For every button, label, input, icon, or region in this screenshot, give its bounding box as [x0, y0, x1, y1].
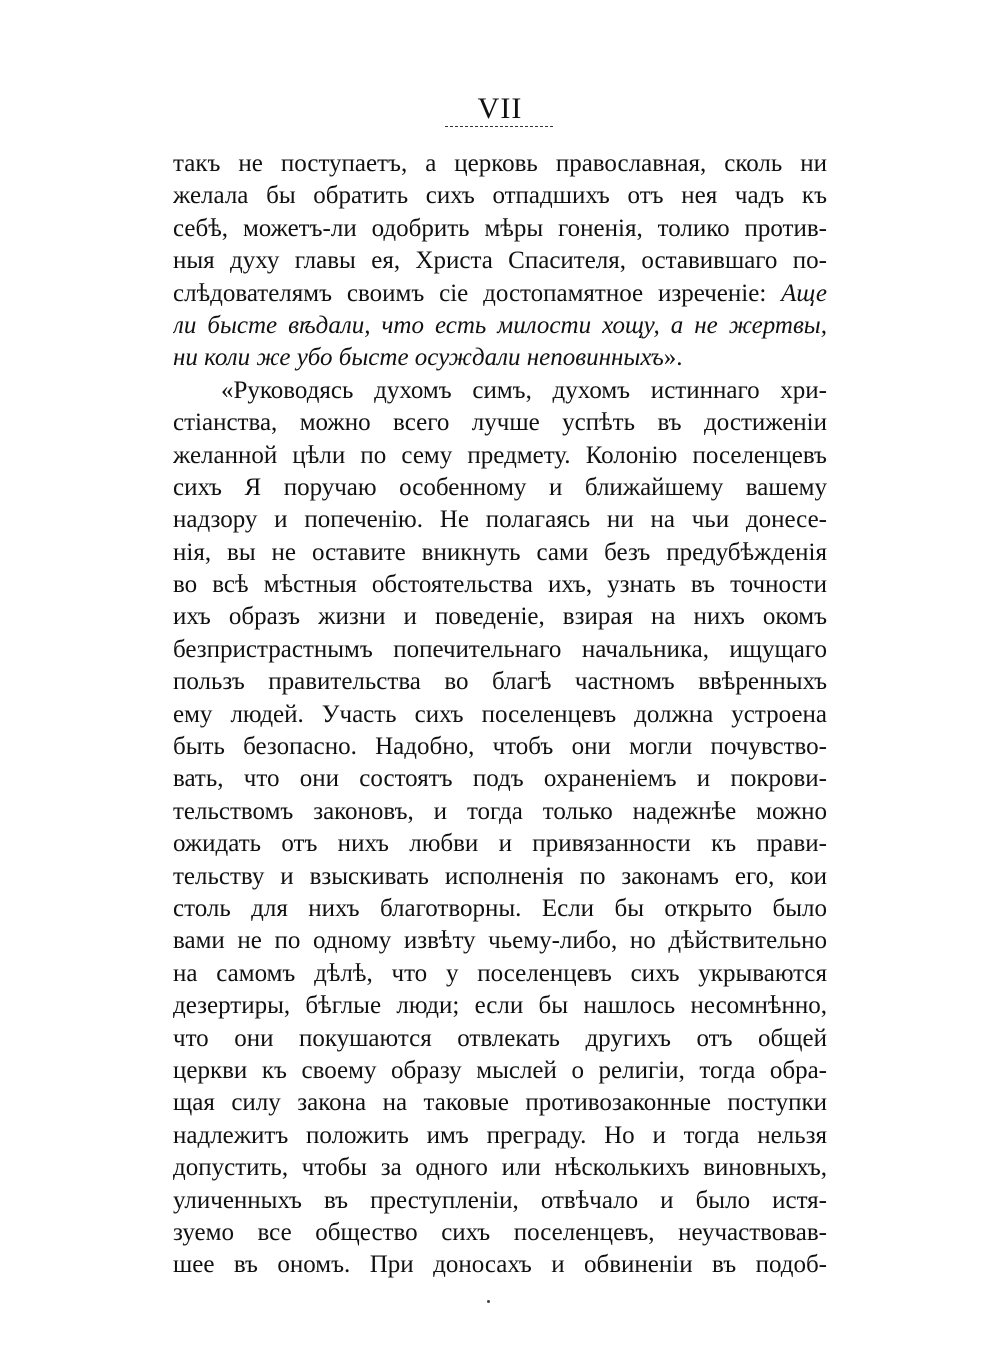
text-segment: вать, что они состоятъ подъ охраненіемъ и покрови-	[173, 765, 827, 793]
text-segment: себѣ, можетъ-ли одобрить мѣры гоненія, толико против-	[173, 214, 827, 242]
text-line	[173, 310, 827, 342]
text-line	[173, 925, 827, 957]
text-segment: желанной цѣли по сему предмету. Колонію поселенцевъ	[173, 441, 827, 469]
text-line	[173, 763, 827, 795]
text-segment: ему людей. Участь сихъ поселенцевъ должна устроена	[173, 700, 827, 728]
text-segment: церкви къ своему образу мыслей о религіи, тогда обра-	[173, 1056, 827, 1084]
text-line	[173, 342, 827, 374]
text-line	[173, 569, 827, 601]
body-text	[173, 148, 827, 1282]
text-line	[173, 213, 827, 245]
italic-quote-segment: ли бысте вѣдали, что есть милости хощу, а не жертвы,	[173, 311, 827, 339]
text-segment: пользъ правительства во благѣ частномъ ввѣренныхъ	[173, 668, 827, 696]
text-line	[173, 828, 827, 860]
text-line	[173, 1152, 827, 1184]
text-line	[173, 1217, 827, 1249]
text-segment: ».	[663, 344, 683, 372]
text-segment: ожидать отъ нихъ любви и привязанности къ прави-	[173, 830, 827, 858]
text-line	[173, 958, 827, 990]
text-segment: быть безопасно. Надобно, чтобъ они могли почувство-	[173, 733, 827, 761]
text-segment: надлежитъ положить имъ преграду. Но и тогда нельзя	[173, 1121, 827, 1149]
page-speck	[487, 1300, 490, 1303]
text-line	[173, 278, 827, 310]
italic-quote-segment: ни коли же убо бысте осуждали неповинныхъ	[173, 344, 664, 372]
text-segment: нія, вы не оставите вникнуть сами безъ предубѣжденія	[173, 538, 827, 566]
text-segment: слѣдователямъ своимъ сіе достопамятное изреченіе:	[173, 279, 782, 307]
text-line	[173, 537, 827, 569]
text-line	[173, 861, 827, 893]
text-line	[173, 796, 827, 828]
text-line	[173, 893, 827, 925]
text-segment: что они покушаются отвлекать другихъ отъ общей	[173, 1024, 827, 1052]
text-line	[173, 990, 827, 1022]
text-segment: зуемо все общество сихъ поселенцевъ, неучаствовав-	[173, 1218, 827, 1246]
text-line	[173, 375, 827, 407]
text-line	[173, 731, 827, 763]
text-line	[173, 245, 827, 277]
text-segment: надзору и попеченію. Не полагаясь ни на чьи донесе-	[173, 506, 827, 534]
text-segment: такъ не поступаетъ, а церковь православная, сколь ни	[173, 150, 827, 177]
italic-quote-segment: Аще	[781, 279, 827, 307]
text-line	[173, 1023, 827, 1055]
text-segment: уличенныхъ въ преступленіи, отвѣчало и было истя-	[173, 1186, 827, 1214]
text-line	[173, 1087, 827, 1119]
text-line	[173, 699, 827, 731]
text-line	[173, 634, 827, 666]
text-segment: щая силу закона на таковые противозаконные поступки	[173, 1089, 827, 1117]
text-segment: столь для нихъ благотворны. Если бы открыто было	[173, 894, 827, 922]
text-segment: ныя духу главы ея, Христа Спасителя, оставившаго по-	[173, 247, 827, 275]
text-segment: на самомъ дѣлѣ, что у поселенцевъ сихъ укрываются	[173, 959, 827, 987]
text-line	[173, 504, 827, 536]
text-line	[173, 601, 827, 633]
text-segment: вами не по одному извѣту чьему-либо, но дѣйствительно	[173, 927, 827, 955]
text-segment: «Руководясь духомъ симъ, духомъ истиннаго хри-	[221, 376, 827, 404]
text-line	[173, 1249, 827, 1281]
page-number-rule	[445, 126, 553, 127]
text-line	[173, 1055, 827, 1087]
text-segment: сихъ Я поручаю особенному и ближайшему вашему	[173, 473, 827, 501]
text-line	[173, 1185, 827, 1217]
text-segment: дезертиры, бѣглые люди; если бы нашлось несомнѣнно,	[173, 992, 827, 1020]
text-segment: стіанства, можно всего лучше успѣть въ достиженіи	[173, 409, 827, 437]
text-line	[173, 407, 827, 439]
text-segment: тельствомъ законовъ, и тогда только надежнѣе можно	[173, 797, 827, 825]
text-line	[173, 1120, 827, 1152]
text-segment: безпристрастнымъ попечительнаго начальника, ищущаго	[173, 635, 827, 663]
text-line	[173, 180, 827, 212]
text-segment: желала бы обратить сихъ отпадшихъ отъ нея чадъ къ	[173, 182, 827, 210]
text-line	[173, 148, 827, 180]
text-segment: тельству и взыскивать исполненія по законамъ его, кои	[173, 862, 827, 890]
text-segment: во всѣ мѣстныя обстоятельства ихъ, узнать въ точности	[173, 571, 827, 599]
text-line	[173, 472, 827, 504]
text-segment: ихъ образъ жизни и поведеніе, взирая на нихъ окомъ	[173, 603, 827, 631]
text-line	[173, 440, 827, 472]
text-line	[173, 666, 827, 698]
text-segment: допустить, чтобы за одного или нѣсколькихъ виновныхъ,	[173, 1154, 827, 1182]
text-segment: шее въ ономъ. При доносахъ и обвиненіи въ подоб-	[173, 1251, 827, 1279]
page-number: VII	[477, 92, 523, 125]
